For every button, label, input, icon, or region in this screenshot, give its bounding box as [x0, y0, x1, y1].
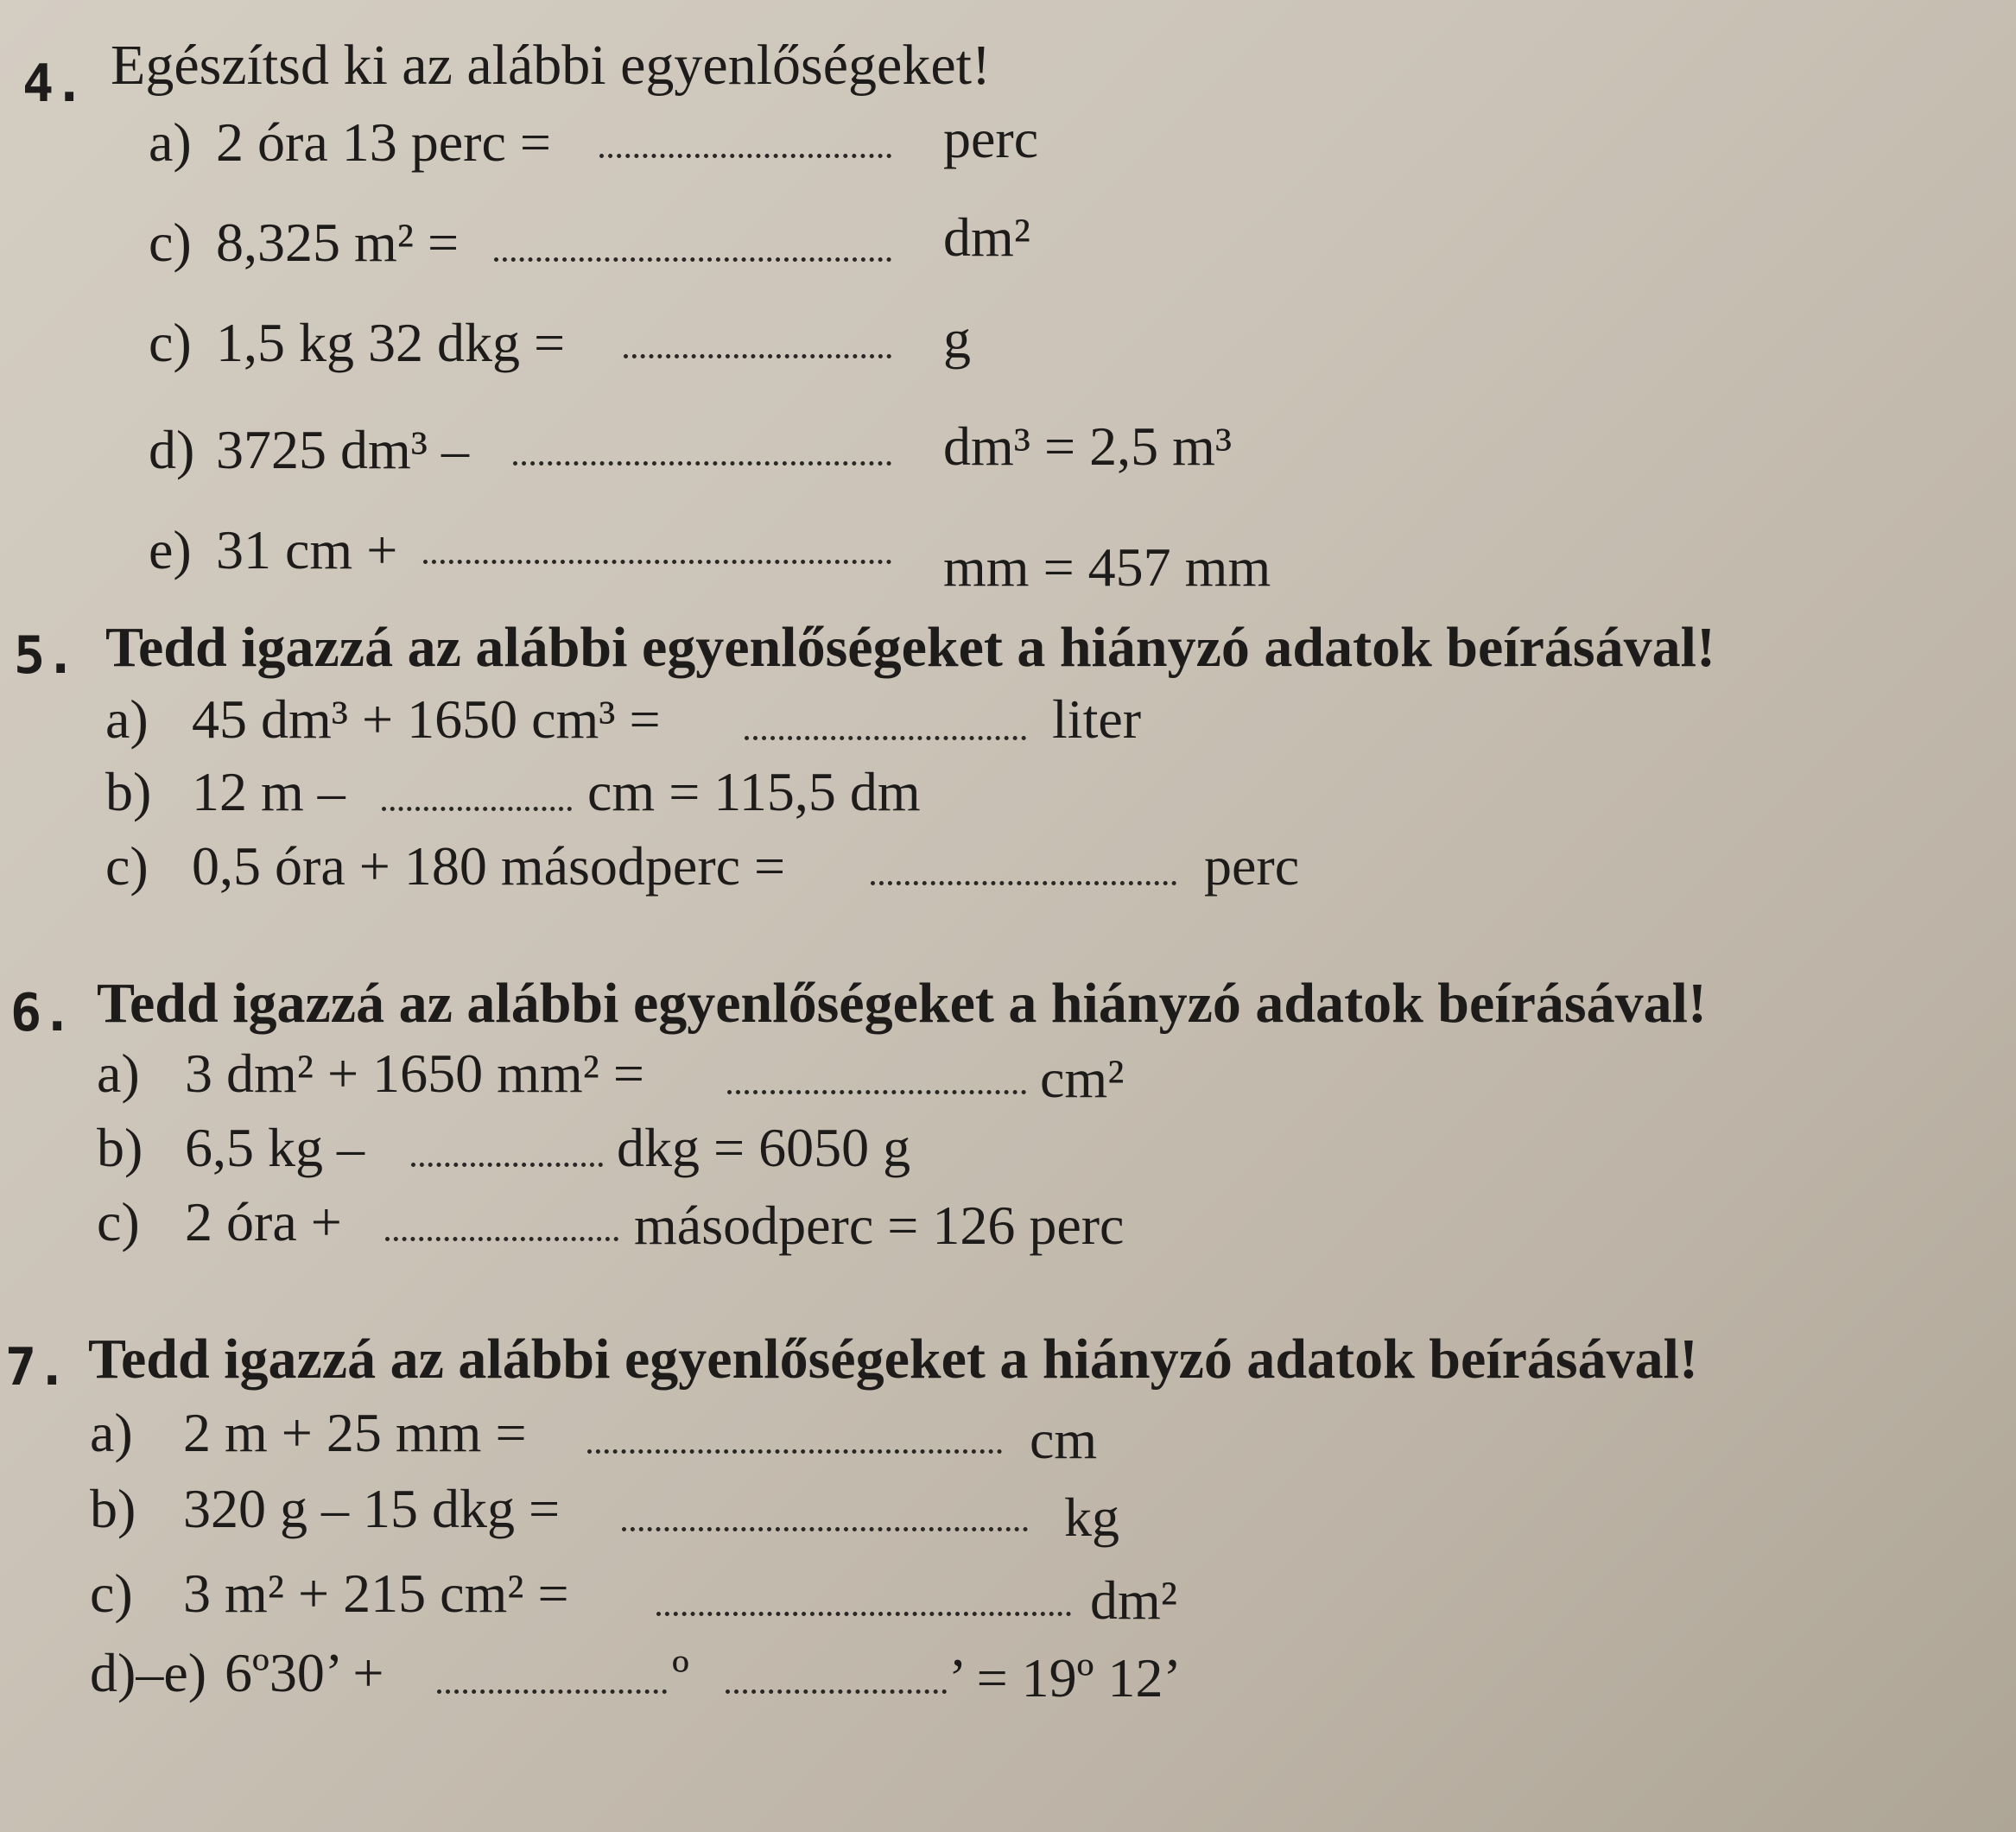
item-label: a) — [149, 111, 192, 173]
exercise-instruction: Tedd igazzá az alábbi egyenlőségeket a hiányzó adatok beírásával! — [97, 972, 1707, 1035]
item-middle: º — [672, 1644, 689, 1705]
item-label: c) — [90, 1563, 133, 1624]
item-left: 0,5 óra + 180 másodperc = — [192, 835, 786, 897]
item-label: c) — [149, 312, 192, 373]
exercise-instruction: Tedd igazzá az alábbi egyenlőségeket a hiányzó adatok beírásával! — [88, 1328, 1698, 1391]
item-left: 3 m² + 215 cm² = — [183, 1563, 569, 1624]
item-label: a) — [105, 688, 149, 750]
answer-blank[interactable] — [727, 1090, 1026, 1094]
item-right: perc — [1204, 835, 1300, 897]
answer-blank[interactable] — [437, 1689, 667, 1694]
answer-blank[interactable] — [385, 1237, 618, 1241]
item-label: b) — [105, 761, 152, 822]
item-label: c) — [105, 835, 149, 897]
item-right: cm² — [1040, 1048, 1125, 1109]
item-right: dkg = 6050 g — [617, 1117, 911, 1178]
answer-blank[interactable] — [494, 257, 891, 262]
exercise-number: 5. — [14, 625, 77, 686]
item-label: a) — [97, 1043, 140, 1104]
answer-blank[interactable] — [871, 881, 1176, 885]
item-left: 3 dm² + 1650 mm² = — [185, 1043, 644, 1104]
answer-blank[interactable] — [599, 154, 891, 158]
item-right: cm — [1030, 1409, 1098, 1470]
answer-blank[interactable] — [622, 1527, 1028, 1531]
answer-blank[interactable] — [411, 1163, 603, 1167]
exercise-number: 7. — [5, 1337, 68, 1398]
item-right: g — [943, 308, 971, 370]
item-right: dm² — [943, 206, 1030, 268]
item-right: másodperc = 126 perc — [634, 1195, 1125, 1256]
item-label: b) — [90, 1478, 136, 1539]
item-right: ’ = 19º 12’ — [948, 1647, 1182, 1708]
item-label: d) — [149, 419, 195, 480]
exercise-instruction: Tedd igazzá az alábbi egyenlőségeket a hiányzó adatok beírásával! — [105, 616, 1715, 679]
item-left: 8,325 m² = — [216, 212, 460, 273]
item-label: d)–e) — [90, 1642, 207, 1703]
item-label: b) — [97, 1117, 143, 1178]
answer-blank[interactable] — [624, 354, 891, 358]
item-left: 3725 dm³ – — [216, 419, 469, 480]
item-label: c) — [97, 1191, 140, 1252]
item-right: liter — [1052, 688, 1142, 750]
item-label: c) — [149, 212, 192, 273]
item-right: dm² — [1090, 1569, 1177, 1631]
item-right: dm³ = 2,5 m³ — [943, 415, 1233, 477]
item-left: 2 m + 25 mm = — [183, 1402, 527, 1463]
answer-blank[interactable] — [423, 560, 891, 564]
item-left: 2 óra + — [185, 1191, 342, 1252]
item-left: 320 g – 15 dkg = — [183, 1478, 561, 1539]
item-left: 1,5 kg 32 dkg = — [216, 312, 566, 373]
answer-blank[interactable] — [745, 736, 1026, 740]
item-right: cm = 115,5 dm — [587, 761, 921, 822]
item-right: perc — [943, 108, 1039, 169]
exercise-number: 4. — [22, 54, 86, 114]
answer-blank[interactable] — [382, 807, 572, 811]
item-label: e) — [149, 519, 192, 580]
item-left: 6,5 kg – — [185, 1117, 365, 1178]
answer-blank[interactable] — [656, 1612, 1071, 1616]
item-right: mm = 457 mm — [943, 536, 1271, 598]
item-left: 45 dm³ + 1650 cm³ = — [192, 688, 661, 750]
item-left: 12 m – — [192, 761, 346, 822]
item-right: kg — [1064, 1487, 1119, 1548]
exercise-number: 6. — [10, 983, 73, 1043]
exercise-instruction: Egészítsd ki az alábbi egyenlőségeket! — [111, 34, 991, 97]
item-left: 31 cm + — [216, 519, 398, 580]
item-label: a) — [90, 1402, 133, 1463]
answer-blank[interactable] — [513, 461, 891, 466]
item-left: 2 óra 13 perc = — [216, 111, 551, 173]
item-left: 6º30’ + — [225, 1642, 384, 1703]
answer-blank[interactable] — [587, 1449, 1002, 1454]
answer-blank[interactable] — [726, 1689, 947, 1694]
